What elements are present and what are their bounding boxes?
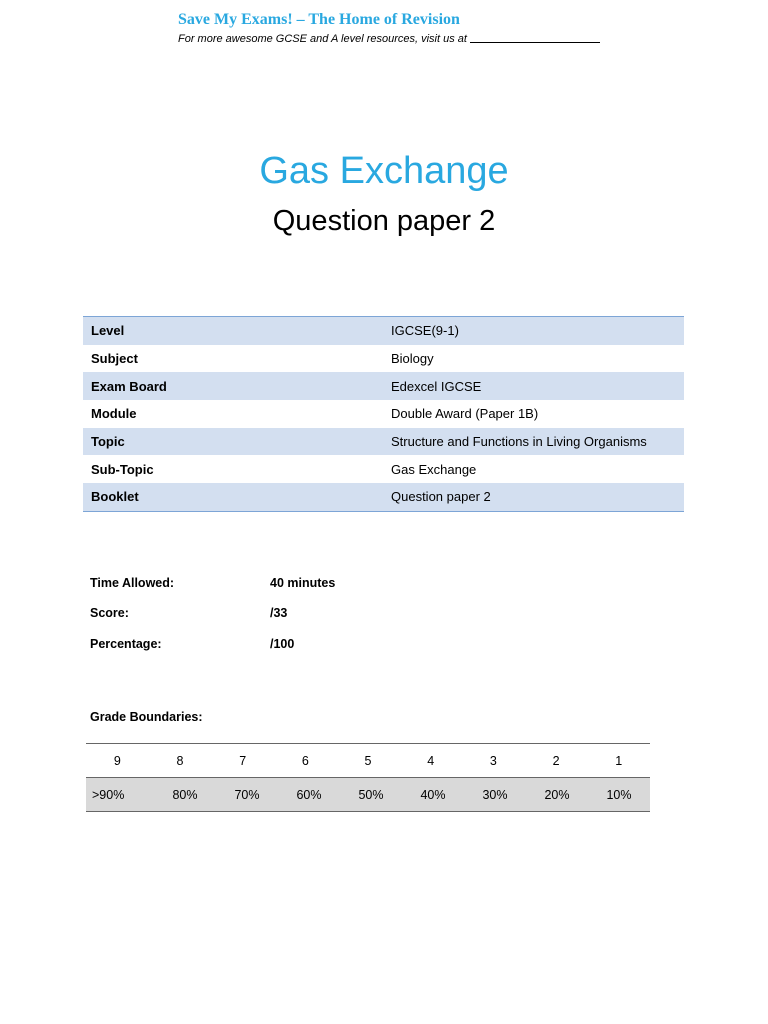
- info-row-module: [83, 400, 684, 428]
- grade-cell: 2: [552, 753, 560, 768]
- info-key: Module: [91, 406, 137, 422]
- url-blank-line: [470, 42, 600, 43]
- info-value: IGCSE(9-1): [391, 323, 459, 339]
- info-row-sub-topic: [83, 455, 684, 483]
- info-value: Edexcel IGCSE: [391, 378, 482, 394]
- grade-cell: 5: [364, 753, 372, 768]
- grade-cell: 8: [176, 753, 184, 768]
- grades-row: [86, 743, 650, 778]
- info-row-level: [83, 317, 684, 345]
- info-row-subject: [83, 345, 684, 373]
- tagline: [178, 33, 600, 45]
- info-row-exam-board: [83, 372, 684, 400]
- time-allowed-value: 40 minutes: [270, 576, 336, 590]
- grade-cell: 6: [301, 753, 309, 768]
- percentage-cell: 50%: [358, 787, 384, 802]
- percentage-label: Percentage:: [90, 637, 162, 651]
- info-key: Level: [91, 323, 125, 339]
- info-value: Structure and Functions in Living Organisms: [391, 434, 647, 450]
- percentage: [90, 637, 295, 651]
- brand-title: Save My Exams! – The Home of Revision: [178, 11, 460, 28]
- page-subtitle: Question paper 2: [272, 205, 496, 237]
- grade-cell: 1: [615, 753, 623, 768]
- grade-cell: 3: [489, 753, 497, 768]
- percentage-cell: 10%: [606, 787, 632, 802]
- score-value: /33: [270, 606, 288, 620]
- info-value: Biology: [391, 351, 434, 367]
- time-allowed: [90, 576, 336, 590]
- percentage-cell: 40%: [420, 787, 446, 802]
- info-key: Booklet: [91, 489, 139, 505]
- info-key: Subject: [91, 351, 138, 367]
- score: [90, 606, 288, 620]
- grade-cell: 7: [239, 753, 247, 768]
- info-key: Exam Board: [91, 378, 167, 394]
- percentage-cell: 30%: [482, 787, 508, 802]
- percentage-cell: 60%: [296, 787, 322, 802]
- grade-boundaries-table: [86, 743, 650, 812]
- info-value: Gas Exchange: [391, 461, 477, 477]
- percentage-cell: >90%: [92, 787, 125, 802]
- info-row-topic: [83, 428, 684, 456]
- info-key: Topic: [91, 434, 125, 450]
- info-value: Question paper 2: [391, 489, 491, 505]
- percentage-value: /100: [270, 637, 295, 651]
- percentages-row: [86, 778, 650, 812]
- page-title: Gas Exchange: [259, 150, 509, 192]
- time-allowed-label: Time Allowed:: [90, 576, 175, 590]
- percentage-cell: 70%: [234, 787, 260, 802]
- percentage-cell: 20%: [544, 787, 570, 802]
- info-row-booklet: [83, 483, 684, 511]
- grade-boundaries-label: Grade Boundaries:: [90, 710, 203, 724]
- tagline-text: For more awesome GCSE and A level resources, visit us at: [178, 33, 467, 45]
- info-value: Double Award (Paper 1B): [391, 406, 539, 422]
- info-key: Sub-Topic: [91, 461, 154, 477]
- grade-cell: 9: [113, 753, 121, 768]
- percentage-cell: 80%: [172, 787, 198, 802]
- grade-cell: 4: [427, 753, 435, 768]
- score-label: Score:: [90, 606, 129, 620]
- info-table: [83, 316, 684, 512]
